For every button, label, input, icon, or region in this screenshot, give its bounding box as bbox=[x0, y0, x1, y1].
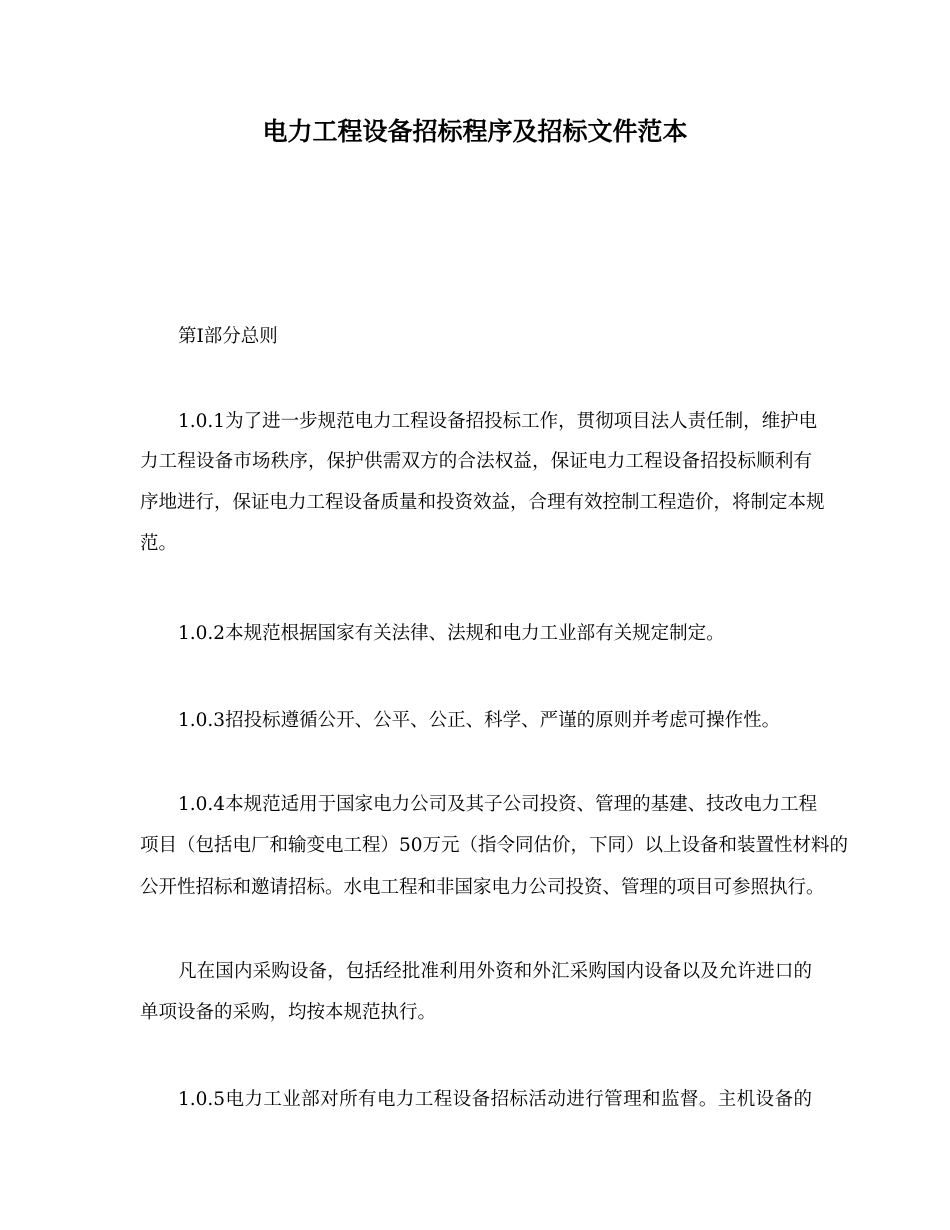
paragraph-line: 公开性招标和邀请招标。水电工程和非国家电力公司投资、管理的项目可参照执行。 bbox=[140, 877, 825, 898]
paragraph-line: 1.0.3招投标遵循公开、公平、公正、科学、严谨的原则并考虑可操作性。 bbox=[178, 710, 781, 731]
paragraph-line: 范。 bbox=[140, 533, 178, 554]
paragraph-line: 凡在国内采购设备，包括经批准利用外资和外汇采购国内设备以及允许进口的 bbox=[178, 961, 812, 982]
paragraph-line: 序地进行，保证电力工程设备质量和投资效益，合理有效控制工程造价，将制定本规 bbox=[140, 492, 825, 513]
paragraph-line: 1.0.5电力工业部对所有电力工程设备招标活动进行管理和监督。主机设备的 bbox=[178, 1089, 812, 1110]
paragraph-line: 1.0.2本规范根据国家有关法律、法规和电力工业部有关规定制定。 bbox=[178, 623, 725, 644]
section-heading: 第I部分总则 bbox=[178, 326, 278, 347]
paragraph-line: 项目（包括电厂和输变电工程）50万元（指令同估价，下同）以上设备和装置性材料的 bbox=[140, 835, 849, 856]
document-title: 电力工程设备招标程序及招标文件范本 bbox=[262, 117, 688, 146]
paragraph-line: 单项设备的采购，均按本规范执行。 bbox=[140, 1002, 437, 1023]
paragraph-line: 1.0.1为了进一步规范电力工程设备招投标工作，贯彻项目法人责任制，维护电 bbox=[178, 411, 818, 432]
paragraph-line: 1.0.4本规范适用于国家电力公司及其子公司投资、管理的基建、技改电力工程 bbox=[178, 794, 818, 815]
paragraph-line: 力工程设备市场秩序，保护供需双方的合法权益，保证电力工程设备招投标顺利有 bbox=[140, 451, 812, 472]
